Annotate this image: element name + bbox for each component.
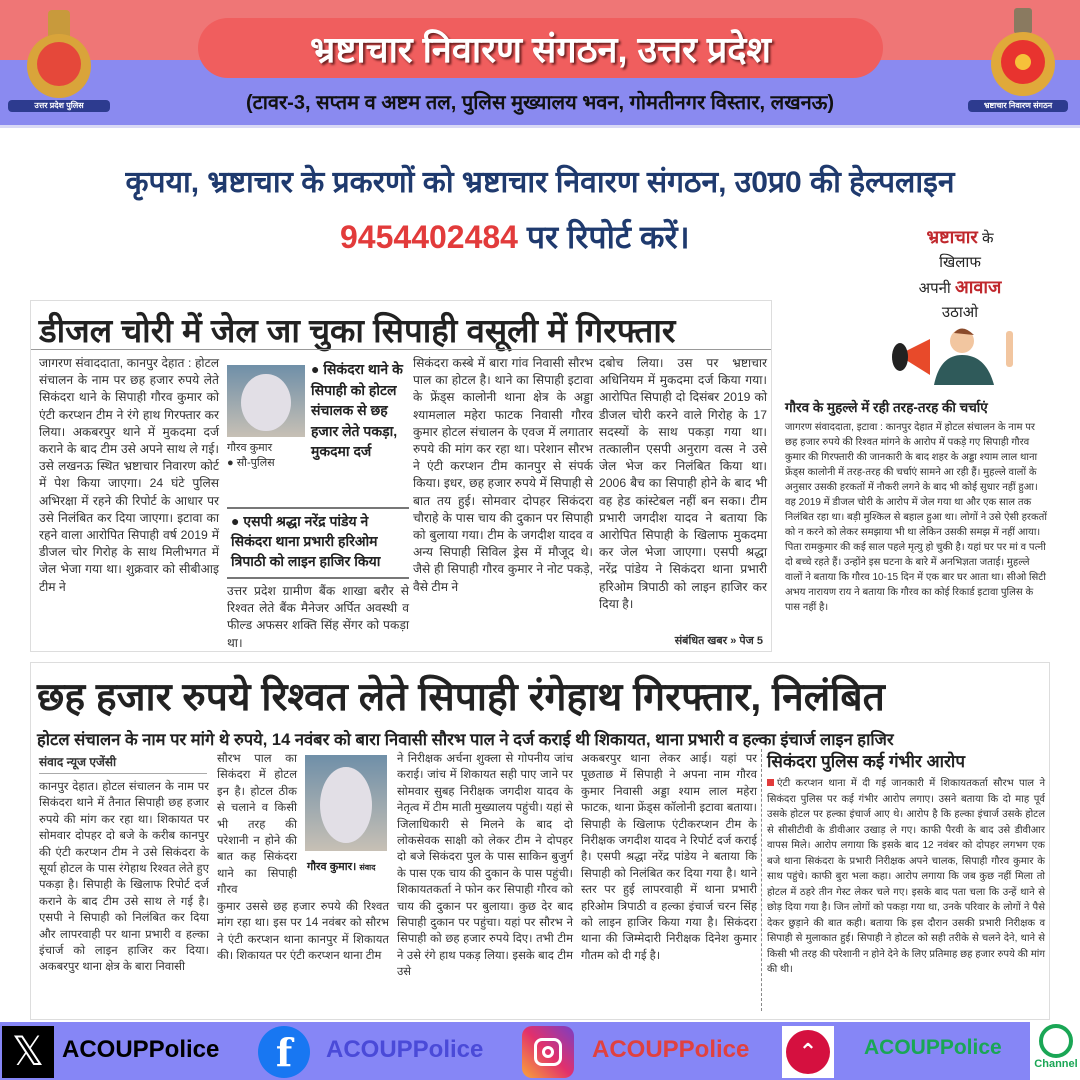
clipping-1-column-3: सिकंदरा कस्बे में बारा गांव निवासी सौरभ पाल का होटल है। थाने का सिपाही इटावा के फ्रेंड्स कालोनी थाना क्षेत्र के अड्डा श्यामलाल महेरा फाटक निवासी गौरव कुमार होटल संचालन के एवज में लगातार रुपये की मांग कर रहा था। परेशान सौरभ ने एंटी करप्शन टीम कानपुर से संपर्क किया। इधर, छह हजार रुपये में सिपाही से बात तय हुई। सोमवार दोपहर सिकंदरा चौराहे के पास चाय की दुकान पर सिपाही को बुलाया गया। टीम के जगदीश यादव व अन्य सिपाही सिविल ड्रेस में मौजूद थे। जैसे ही सिपाही गौरव कुमार ने नोट पकड़े, वैसे टीम ने <box>413 356 593 594</box>
photo-caption: गौरव कुमार ● सौ-पुलिस <box>227 442 275 469</box>
allegations-box <box>767 749 1045 978</box>
helpline-line2: 9454402484 पर रिपोर्ट करें। <box>340 219 690 255</box>
clipping-1-column-1: जागरण संवाददाता, कानपुर देहात : होटल संचालन के नाम पर छह हजार रुपये लेते सिकंदरा थाने के सिपाही गौरव कुमार को एंटी करप्शन टीम ने रंगे हाथ गिरफ्तार कर लिया। अकबरपुर थाने में मुकदमा दर्ज कराने के बाद टीम उसे अपने साथ ले गई। उसे लखनऊ स्थित भ्रष्टाचार निवारण कोर्ट में पेश किया जाएगा। 24 घंटे पुलिस अभिरक्षा में रहने की रिपोर्ट के आधार पर उसे निलंबित कर दिया जाएगा। इटावा का रहने वाला आरोपित सिपाही वर्ष 2019 में डीजल चोर गिरोह के साथ मिलीभगत में जेल भेजा गया था। शुक्रवार को सीबीआइ टीम ने <box>39 356 219 594</box>
clipping-2-column-4: अकबरपुर थाना लेकर आई। यहां पर पूछताछ में सिपाही ने अपना नाम गौरव कुमार निवासी अड्डा श्याम लाल महेरा फाटक, थाना फ्रेंड्स कॉलोनी इटावा बताया। सिपाही के खिलाफ एंटीकरप्शन टीम के निरीक्षक जगदीश यादव ने रिपोर्ट दर्ज कराई है। एसपी श्रद्धा नरेंद्र पांडेय ने बताया कि सिपाही को निलंबित कर दिया गया है। थाने स्तर पर हुई लापरवाही में थाना प्रभारी हरिओम त्रिपाठी व हल्का इंचार्ज चरन सिंह को लाइन हाजिर किया गया है। सिकंदरा थाना की जिम्मेदारी निरीक्षक दिनेश कुमार गौतम को दी गई है। <box>581 753 757 962</box>
clipping-1-highlight-2: ● एसपी श्रद्धा नरेंद्र पांडेय ने सिकंदरा थाना प्रभारी हरिओम त्रिपाठी को लाइन हाजिर किया <box>231 513 381 569</box>
header-banner <box>0 0 1080 128</box>
clipping-2-headline: छह हजार रुपये रिश्वत लेते सिपाही रंगेहाथ गिरफ्तार, निलंबित <box>37 676 885 719</box>
clipping-2-column-2b: कुमार उससे छह हजार रुपये की रिश्वत मांग रहा था। इस पर 14 नवंबर को सौरभ ने एंटी करप्शन थाना कानपुर में शिकायत की। शिकायत पर एंटी करप्शन थाना टीम <box>217 901 389 963</box>
clipping-2-column-2a: सौरभ पाल का सिकंदरा में होटल इन है। होटल ठीक से चलाने व किसी भी तरह की परेशानी न होने की बात कह सिकंदरा थाने का सिपाही गौरव <box>217 753 297 897</box>
instagram-handle[interactable]: ACOUPPolice <box>592 1036 750 1063</box>
side-article <box>785 398 1047 615</box>
clipping-2-column-3: ने निरीक्षक अर्चना शुक्ला से गोपनीय जांच कराई। जांच में शिकायत सही पाए जाने पर सोमवार सुबह निरीक्षक जगदीश यादव के नेतृत्व में टीम माती मुख्यालय पहुंची। यहां से जिलाधिकारी से मिलने के बाद दो लोकसेवक साक्षी को लेकर टीम ने दोपहर दो बजे सिकंदरा पुल के पास साकिन बुजुर्ग के पास एक चाय की दुकान के पास पहुंची। शिकायतकर्ता ने फोन कर सिपाही गौरव को चाय की दुकान पर बुलाया। कुछ देर बाद सिपाही दुकान पर पहुंचा। यहां पर सौरभ ने सिपाही को छह हजार रुपये दिए। तभी टीम ने उसे रंगे हाथ पकड़ लिया। इसके बाद टीम उसे <box>397 753 573 979</box>
side-article-headline: गौरव के मुहल्ले में रही तरह-तरह की चर्चाएं <box>785 400 988 415</box>
clipping-1-highlight-1: ● सिकंदरा थाने के सिपाही को होटल संचालक से छह हजार लेते पकड़ा, मुकदमा दर्ज <box>311 361 403 459</box>
news-clipping-2 <box>30 662 1050 1020</box>
up-police-logo-ribbon-text: उत्तर प्रदेश पुलिस <box>8 100 110 112</box>
dashed-divider <box>761 749 762 1011</box>
vigilance-logo <box>978 6 1068 118</box>
x-handle[interactable]: ACOUPPolice <box>62 1036 220 1063</box>
allegations-body: एंटी करप्शन थाना में दी गई जानकारी में शिकायतकर्ता सौरभ पाल ने सिकंदरा पुलिस पर कई गंभीर आरोप लगाए। उसने बताया कि दो माह पूर्व उसके होटल पर हल्का इंचार्ज आए थे। आरोप है कि हल्का इंचार्ज उसके होटल से सीसीटीवी के डीवीआर उखाड़ ले गए। काफी पैरवी के बाद उसे डीवीआर वापस मिले। आरोप लगाया कि इसके बाद 12 नवंबर को दोपहर लगभग एक बजे थाना सिकंदरा के प्रभारी निरीक्षक अपने चालक, सिपाही गौरव कुमार के साथ पहुंचे। काफी बुरा भला कहा। आरोप लगाया कि जब कुछ नहीं मिला तो होटल में ठहरे तीन गेस्ट लेकर चले गए। इसके बाद पता चला कि उन्हें थाने से छोड़ दिया गया है। जिन लोगों को पकड़ा गया था, उनके परिवार के लोगों ने पैसे देकर छुड़ाने की बात कही। बताया कि इस दौरान उसकी प्रभारी निरीक्षक व सिपाही से मुलाकात हुई। सिपाही ने होटल को सही तरीके से चलने देने, थाने से किसी भी तरह की परेशानी न होने देने के लिए प्रतिमाह छह हजार रुपये की मांग की थी। <box>767 778 1045 975</box>
suspect-photo <box>227 365 305 437</box>
divider <box>39 773 207 774</box>
channel-label: Channel <box>1034 1058 1078 1070</box>
clipping-1-headline: डीजल चोरी में जेल जा चुका सिपाही वसूली में गिरफ्तार <box>39 312 676 349</box>
side-article-body: जागरण संवाददाता, इटावा : कानपुर देहात में होटल संचालन के नाम पर छह हजार रुपये की रिश्वत मांगने के आरोप में पकड़े गए सिपाही गौरव कुमार की गिरफ्तारी की जानकारी के बाद शहर के अड्डा श्याम लाल थाना फ्रेंड्स कालोनी में तरह-तरह की चर्चाएं सामने आ रही हैं। मुहल्ले वालों के अनुसार उसकी हरकतों में नौकरी लगने के बाद भी कोई सुधार नहीं हुआ। वह 2019 में डीजल चोरी के आरोप में जेल गया था और एक साल तक निलंबित रहा था। बड़ी मुश्किल से बहाल हुआ था। लोगों ने उसे ऐसी हरकतों को न करने को लेकर समझाया भी था लेकिन उसकी समझ में नहीं आया। पिता रामकुमार की कई साल पहले मृत्यु हो चुकी है। यहां घर पर मां व पत्नी दो बच्चे रहते हैं। उन्होंने इस घटना के बारे में अनभिज्ञता जताई। मुहल्ले वालों ने बताया कि गौरव 10-15 दिन में एक बार घर आता था। सीओ सिटी अभय नारायण राय ने बताया कि गौरव का कोई रिकार्ड इटावा पुलिस के पास नहीं है। <box>785 422 1047 613</box>
instagram-icon[interactable] <box>522 1026 574 1078</box>
koo-handle[interactable]: ACOUPPolice <box>864 1036 1002 1059</box>
helpline-number[interactable]: 9454402484 <box>340 219 518 255</box>
helpline-message: कृपया, भ्रष्टाचार के प्रकरणों को भ्रष्टाचार निवारण संगठन, उ0प्र0 की हेल्पलाइन <box>125 166 955 199</box>
address: (टावर-3, सप्तम व अष्टम तल, पुलिस मुख्यालय भवन, गोमतीनगर विस्तार, लखनऊ) <box>245 92 835 114</box>
slogan-graphic: भ्रष्टाचार के खिलाफ अपनी आवाज उठाओ <box>885 225 1035 385</box>
bullet-icon <box>767 779 774 786</box>
suspect-photo-2 <box>305 755 387 851</box>
facebook-handle[interactable]: ACOUPPolice <box>326 1036 484 1063</box>
x-twitter-icon[interactable]: 𝕏 <box>2 1026 54 1078</box>
clipping-1-column-4: दबोच लिया। उस पर भ्रष्टाचार अधिनियम में मुकदमा दर्ज किया गया। आरोपित सिपाही दो दिसंबर 2019 को डीजल चोरी करने वाले गिरोह के 17 सदस्यों के साथ पकड़ा गया था। तत्कालीन एसपी अनुराग वत्स ने उसे जेल भेज कर निलंबित किया था। 2006 बैच का सिपाही होने के बाद भी वह हेड कांस्टेबल नहीं बन सका। टीम प्रभारी जगदीश यादव ने बताया कि आरोपित सिपाही के खिलाफ मुकदमा कर जेल भेजा जाएगा। एसपी श्रद्धा नरेंद्र पांडेय ने सिकंदरा थाना प्रभारी हरिओम त्रिपाठी को लाइन हाजिर कर दिया है। <box>599 356 767 611</box>
megaphone-man-icon <box>890 325 1030 385</box>
koo-icon[interactable]: ⌃ <box>782 1026 834 1078</box>
news-clipping-1 <box>30 300 772 652</box>
clipping-2-column-1: कानपुर देहात। होटल संचालन के नाम पर सिकंदरा थाने में तैनात सिपाही छह हजार रुपये की मांग कर रहा था। शिकायत पर सोमवार दोपहर दो बजे के करीब कानपुर की एंटी करप्शन टीम ने उसे सिकंदरा के सूर्या होटल के पास रंगेहाथ रिश्वत लेते हुए पकड़ा है। सिपाही के खिलाफ रिपोर्ट दर्ज कराने के बाद टीम उसे साथ ले गई है। एसपी ने सिपाही को निलंबित कर दिया और लापरवाही पर थाना प्रभारी व हल्का इंचार्ज को लाइन हाजिर कर दिया। अकबरपुर थाना क्षेत्र के बारा निवासी <box>39 781 209 974</box>
organization-title: भ्रष्टाचार निवारण संगठन, उत्तर प्रदेश <box>198 18 883 78</box>
clipping-2-subheadline: होटल संचालन के नाम पर मांगे थे रुपये, 14 नवंबर को बारा निवासी सौरभ पाल ने दर्ज कराई थी शिकायत, थाना प्रभारी व हल्का इंचार्ज लाइन हाजिर <box>37 731 894 749</box>
whatsapp-channel-icon[interactable] <box>1034 1024 1078 1070</box>
vigilance-logo-ribbon-text: भ्रष्टाचार निवारण संगठन <box>968 100 1068 112</box>
divider <box>227 577 409 579</box>
clipping-1-column-2: उत्तर प्रदेश ग्रामीण बैंक शाखा बरौर से रिश्वत लेते बैंक मैनेजर अर्पित अवस्थी व फील्ड अफसर शक्ति सिंह सेंगर को पकड़ा था। <box>227 584 409 650</box>
byline: संवाद न्यूज एजेंसी <box>39 755 117 769</box>
allegations-headline: सिकंदरा पुलिस कई गंभीर आरोप <box>767 752 965 771</box>
divider <box>31 349 771 350</box>
facebook-icon[interactable]: f <box>258 1026 310 1078</box>
related-news-link: संबंधित खबर » पेज 5 <box>674 635 763 647</box>
photo-caption-2: गौरव कुमार। संवाद <box>307 861 376 873</box>
divider <box>227 507 409 509</box>
